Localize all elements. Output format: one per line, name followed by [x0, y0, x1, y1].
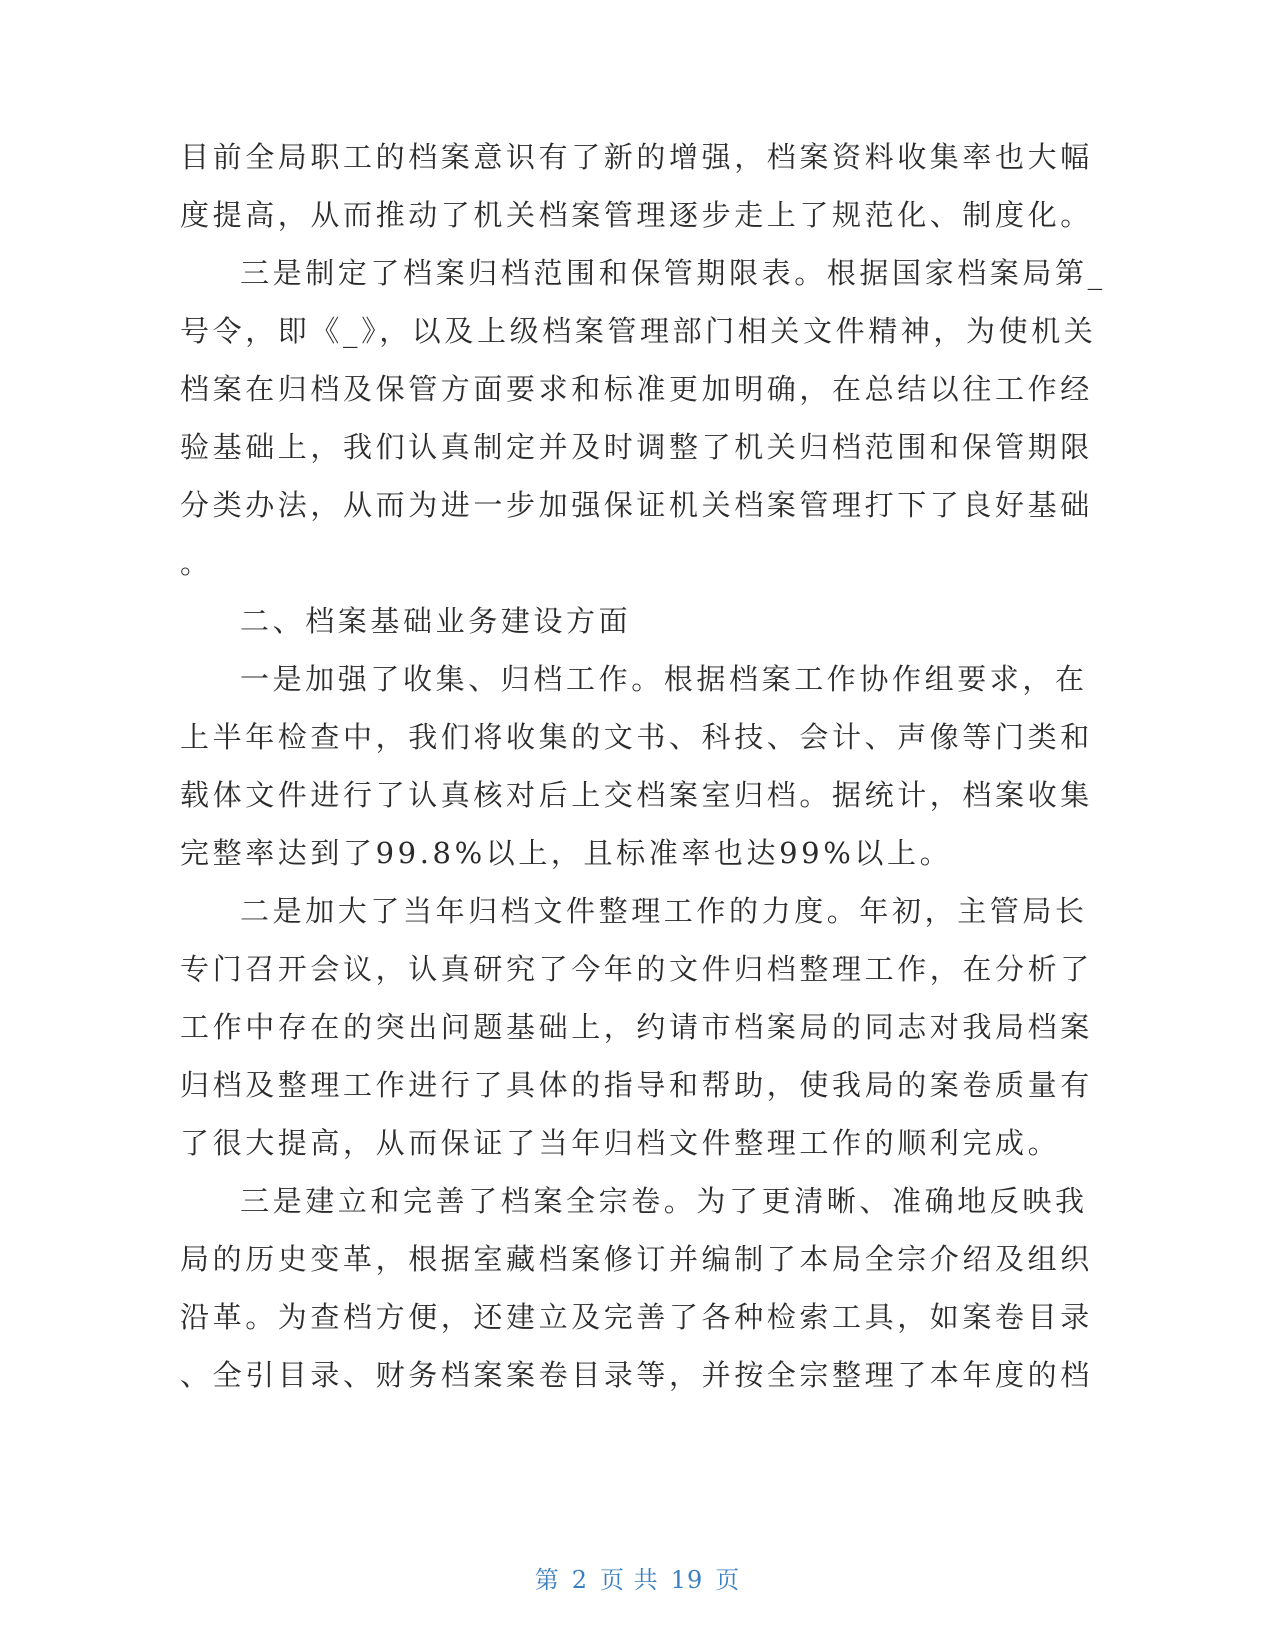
paragraph-fonds-volume [180, 1172, 1093, 1404]
current-page-number: 2 [571, 1566, 589, 1594]
text-line: 沿革。为查档方便，还建立及完善了各种检索工具，如案卷目录 [180, 1300, 1093, 1334]
text-line: 专门召开会议，认真研究了今年的文件归档整理工作，在分析了 [180, 952, 1093, 986]
paragraph-retention-schedule [180, 244, 1106, 592]
total-pages-number: 19 [670, 1566, 704, 1594]
footer-middle: 页 共 [600, 1566, 659, 1594]
page-footer [0, 1560, 1275, 1595]
text-line: 局的历史变革，根据室藏档案修订并编制了本局全宗介绍及组织 [180, 1242, 1093, 1276]
paragraph-annual-filing [180, 882, 1093, 1172]
text-line: 分类办法，从而为进一步加强保证机关档案管理打下了良好基础 [180, 488, 1093, 522]
text-line: 号令，即《_》，以及上级档案管理部门相关文件精神，为使机关 [180, 314, 1097, 348]
text-line: 。 [180, 546, 213, 580]
text-line: 三是建立和完善了档案全宗卷。为了更清晰、准确地反映我 [240, 1184, 1088, 1218]
paragraph-archive-awareness [180, 128, 1093, 244]
footer-suffix: 页 [715, 1566, 741, 1594]
document-body [180, 128, 1106, 1404]
text-line: 工作中存在的突出问题基础上，约请市档案局的同志对我局档案 [180, 1010, 1093, 1044]
text-line: 、全引目录、财务档案案卷目录等，并按全宗整理了本年度的档 [180, 1358, 1093, 1392]
text-line: 度提高，从而推动了机关档案管理逐步走上了规范化、制度化。 [180, 198, 1093, 232]
text-line: 三是制定了档案归档范围和保管期限表。根据国家档案局第_ [240, 256, 1106, 290]
text-line: 完整率达到了99.8%以上，且标准率也达99%以上。 [180, 836, 953, 870]
text-line: 目前全局职工的档案意识有了新的增强，档案资料收集率也大幅 [180, 140, 1093, 174]
text-line: 了很大提高，从而保证了当年归档文件整理工作的顺利完成。 [180, 1126, 1061, 1160]
text-line: 二是加大了当年归档文件整理工作的力度。年初，主管局长 [240, 894, 1088, 928]
text-line: 档案在归档及保管方面要求和标准更加明确，在总结以往工作经 [180, 372, 1093, 406]
section-heading-business-construction [180, 592, 1030, 650]
text-line: 验基础上，我们认真制定并及时调整了机关归档范围和保管期限 [180, 430, 1093, 464]
text-line: 载体文件进行了认真核对后上交档案室归档。据统计，档案收集 [180, 778, 1093, 812]
text-line: 一是加强了收集、归档工作。根据档案工作协作组要求，在 [240, 662, 1088, 696]
footer-prefix: 第 [534, 1566, 560, 1594]
section-heading: 二、档案基础业务建设方面 [240, 604, 632, 638]
text-line: 归档及整理工作进行了具体的指导和帮助，使我局的案卷质量有 [180, 1068, 1093, 1102]
paragraph-collection-filing [180, 650, 1093, 882]
text-line: 上半年检查中，我们将收集的文书、科技、会计、声像等门类和 [180, 720, 1093, 754]
